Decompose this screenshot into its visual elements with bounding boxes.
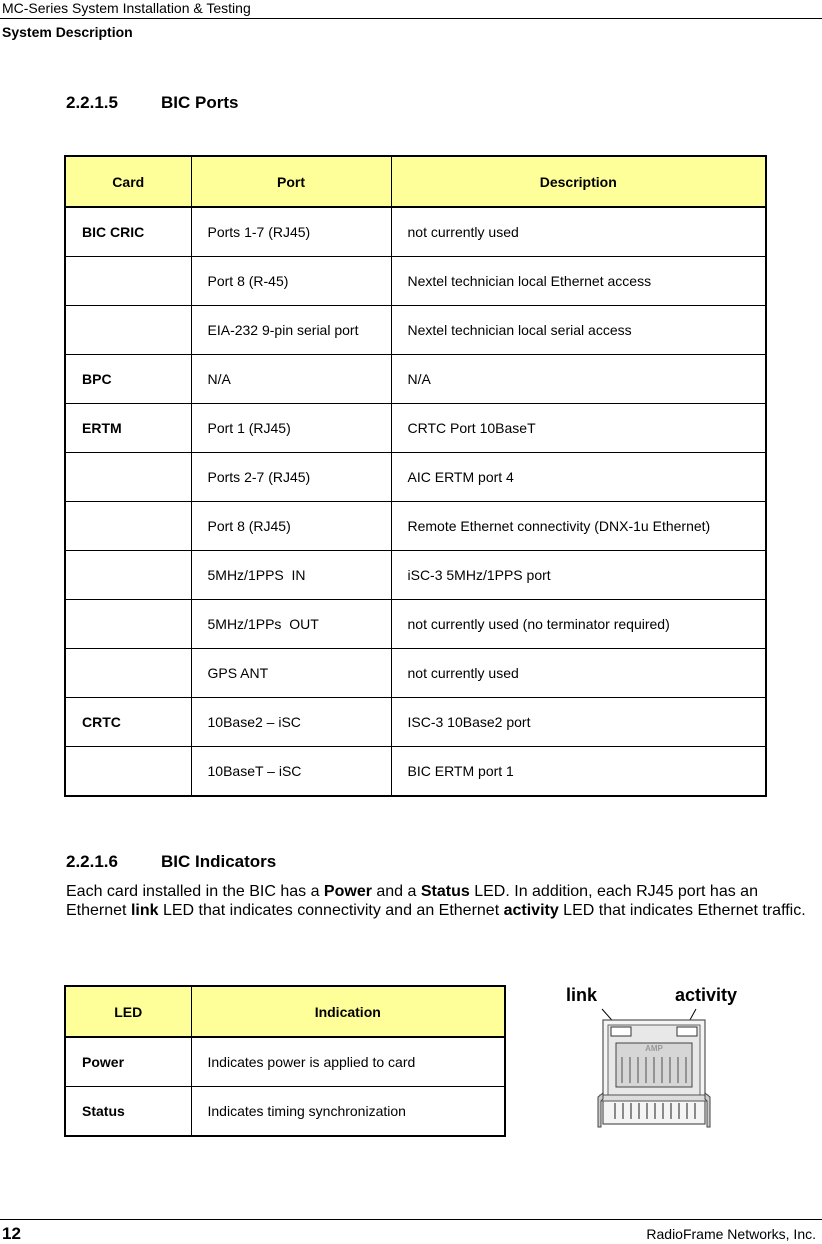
cell-port: Ports 1-7 (RJ45) xyxy=(191,207,391,257)
cell-card: BPC xyxy=(65,355,191,404)
footer-divider xyxy=(0,1219,822,1220)
table-row xyxy=(65,1037,505,1087)
cell-card xyxy=(65,306,191,355)
para-bold-power: Power xyxy=(323,883,372,900)
cell-led: Power xyxy=(65,1037,191,1087)
cell-port: 10BaseT – iSC xyxy=(191,747,391,797)
cell-description: Nextel technician local Ethernet access xyxy=(391,257,766,306)
indicators-heading xyxy=(66,852,276,872)
cell-description: ISC-3 10Base2 port xyxy=(391,698,766,747)
table-row xyxy=(65,698,766,747)
cell-description: N/A xyxy=(391,355,766,404)
para-bold-link: link xyxy=(130,902,159,919)
cell-port: 10Base2 – iSC xyxy=(191,698,391,747)
ports-heading xyxy=(66,93,238,113)
cell-card xyxy=(65,257,191,306)
table-row xyxy=(65,355,766,404)
table-row xyxy=(65,649,766,698)
activity-label: activity xyxy=(675,985,738,1005)
cell-description: BIC ERTM port 1 xyxy=(391,747,766,797)
cell-description: CRTC Port 10BaseT xyxy=(391,404,766,453)
indicators-paragraph xyxy=(66,882,806,920)
col-indication: Indication xyxy=(191,986,505,1037)
cell-port: GPS ANT xyxy=(191,649,391,698)
table-row xyxy=(65,747,766,797)
indicators-table-header xyxy=(65,986,505,1037)
cell-description: Remote Ethernet connectivity (DNX-1u Ethernet) xyxy=(391,502,766,551)
cell-port: Port 8 (RJ45) xyxy=(191,502,391,551)
cell-description: AIC ERTM port 4 xyxy=(391,453,766,502)
para-text: LED that indicates Ethernet traffic. xyxy=(558,902,806,919)
table-row xyxy=(65,1087,505,1137)
para-text: Each card installed in the BIC has a xyxy=(66,883,324,900)
cell-card xyxy=(65,600,191,649)
cell-description: not currently used xyxy=(391,207,766,257)
para-bold-activity: activity xyxy=(503,902,559,919)
cell-card xyxy=(65,453,191,502)
link-label: link xyxy=(566,985,598,1005)
table-row xyxy=(65,404,766,453)
table-row xyxy=(65,502,766,551)
cell-led: Status xyxy=(65,1087,191,1137)
para-text: and a xyxy=(371,883,421,900)
table-row xyxy=(65,551,766,600)
para-text: LED. In addition, each RJ45 port has an Ethernet xyxy=(66,883,758,919)
section-label: System Description xyxy=(2,24,133,40)
ports-table-header xyxy=(65,156,766,207)
company-name: RadioFrame Networks, Inc. xyxy=(646,1226,816,1242)
cell-indication: Indicates timing synchronization xyxy=(191,1087,505,1137)
table-row xyxy=(65,453,766,502)
indicators-table xyxy=(64,985,506,1137)
rj45-connector-icon xyxy=(560,985,750,1135)
ports-heading-number: 2.2.1.5 xyxy=(66,93,118,112)
cell-port: Port 1 (RJ45) xyxy=(191,404,391,453)
cell-card xyxy=(65,747,191,797)
cell-card xyxy=(65,502,191,551)
cell-card: ERTM xyxy=(65,404,191,453)
page-number: 12 xyxy=(2,1224,21,1243)
table-row xyxy=(65,257,766,306)
cell-card: BIC CRIC xyxy=(65,207,191,257)
cell-port: 5MHz/1PPS IN xyxy=(191,551,391,600)
col-led: LED xyxy=(65,986,191,1037)
cell-description: iSC-3 5MHz/1PPS port xyxy=(391,551,766,600)
col-description: Description xyxy=(391,156,766,207)
cell-description: not currently used (no terminator required) xyxy=(391,600,766,649)
amp-brand-text: AMP xyxy=(645,1044,663,1053)
cell-card: CRTC xyxy=(65,698,191,747)
indicators-heading-number: 2.2.1.6 xyxy=(66,852,118,871)
indicators-heading-title: BIC Indicators xyxy=(161,852,277,871)
rj45-connector-figure xyxy=(560,985,750,1135)
cell-port: EIA-232 9-pin serial port xyxy=(191,306,391,355)
cell-card xyxy=(65,649,191,698)
cell-description: not currently used xyxy=(391,649,766,698)
document-title: MC-Series System Installation & Testing xyxy=(2,0,251,16)
col-card: Card xyxy=(65,156,191,207)
col-port: Port xyxy=(191,156,391,207)
table-row xyxy=(65,207,766,257)
cell-card xyxy=(65,551,191,600)
cell-description: Nextel technician local serial access xyxy=(391,306,766,355)
ports-table xyxy=(64,155,767,797)
cell-port: Ports 2-7 (RJ45) xyxy=(191,453,391,502)
cell-port: Port 8 (R-45) xyxy=(191,257,391,306)
table-row xyxy=(65,600,766,649)
cell-port: N/A xyxy=(191,355,391,404)
table-row xyxy=(65,306,766,355)
para-bold-status: Status xyxy=(420,883,470,900)
header-divider xyxy=(0,18,822,19)
ports-heading-title: BIC Ports xyxy=(161,93,239,112)
cell-indication: Indicates power is applied to card xyxy=(191,1037,505,1087)
para-text: LED that indicates connectivity and an Ethernet xyxy=(158,902,504,919)
cell-port: 5MHz/1PPs OUT xyxy=(191,600,391,649)
